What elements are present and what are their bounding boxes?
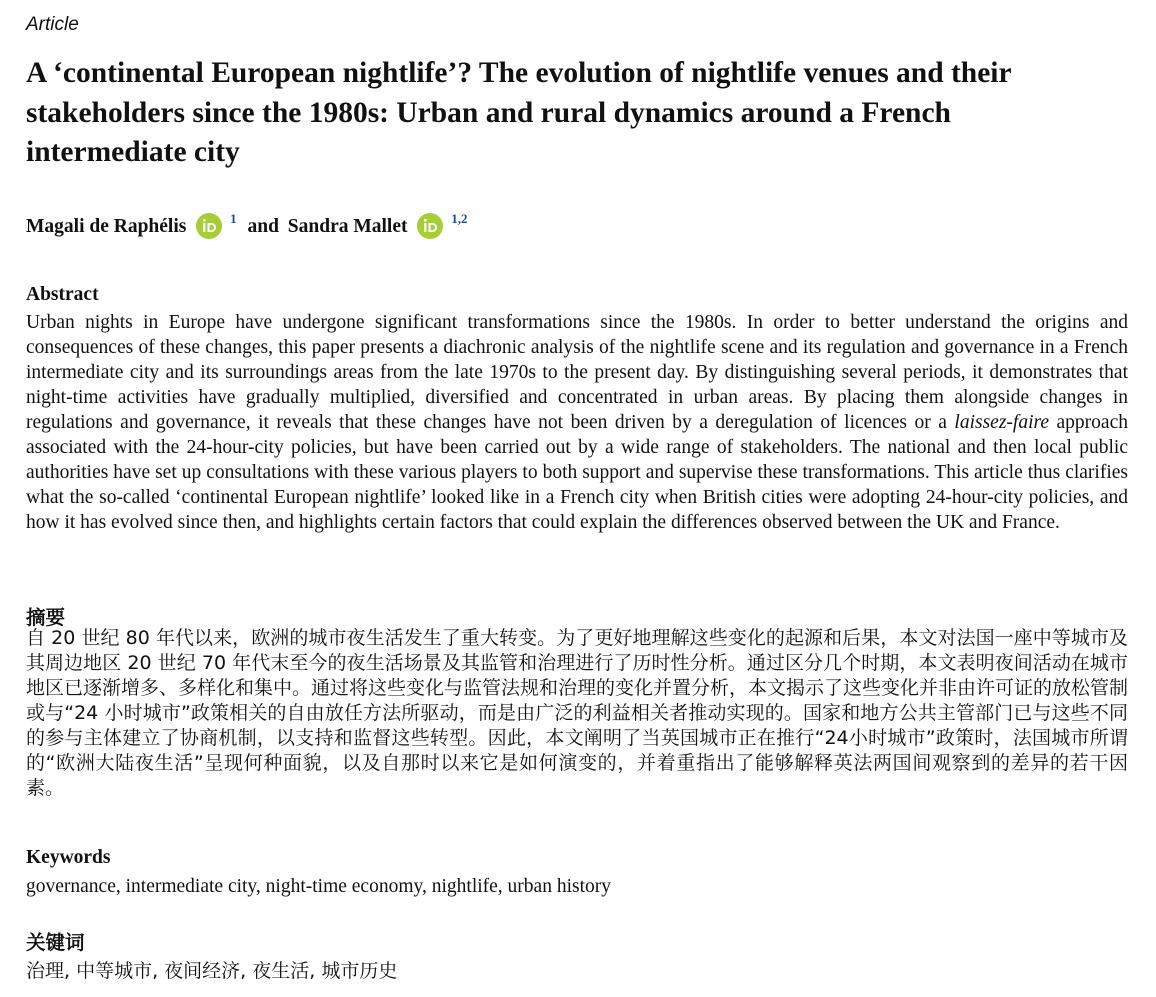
author-name[interactable]: Magali de Raphélis <box>26 216 187 237</box>
keywords-zh-heading: 关键词 <box>26 931 85 954</box>
article-title: A ‘continental European nightlife’? The evolution of nightlife venues and their stakeholders since the 1980s: Urban and rural dynamics around a French intermediate city <box>26 57 1012 168</box>
abstract-heading: Abstract <box>26 284 99 305</box>
author-list <box>26 211 474 239</box>
orcid-icon[interactable] <box>196 213 222 239</box>
keywords-list: governance, intermediate city, night-time economy, nightlife, urban history <box>26 876 611 897</box>
abstract-italic-term: laissez-faire <box>954 412 1050 433</box>
affiliation-link[interactable]: 1 <box>230 211 237 226</box>
abstract-text-part: approach associated with the 24-hour-city policies, but have been carried out by a wide range of stakeholders. The national and then local public authorities have set up consultations with these various players to both support and supervise these transformations. This article thus clarifies what the so-called ‘continental European nightlife’ looked like in a French city when British cities were adopting 24-hour-city policies, and how it has evolved since then, and highlights certain factors that could explain the differences observed between the UK and France. <box>26 412 1128 533</box>
abstract-text-part: Urban nights in Europe have undergone significant transformations since the 1980s. In order to better understand the origins and consequences of these changes, this paper presents a diachronic analysis of the nightlife scene and its regulation and governance in a French intermediate city and its surroundings areas from the late 1970s to the present day. By distinguishing several periods, it demonstrates that night-time activities have gradually multiplied, diversified and concentrated in urban areas. By placing them alongside changes in regulations and governance, it reveals that these changes have not been driven by a deregulation of licences or a <box>26 312 1128 433</box>
author-name[interactable]: Sandra Mallet <box>287 216 408 237</box>
abstract-text <box>26 310 1128 535</box>
author-connector: and <box>247 216 279 237</box>
abstract-zh-heading: 摘要 <box>26 606 66 629</box>
keywords-heading: Keywords <box>26 847 111 868</box>
orcid-icon[interactable] <box>417 213 443 239</box>
keywords-zh-list: 治理, 中等城市, 夜间经济, 夜生活, 城市历史 <box>26 960 398 982</box>
abstract-zh-text: 自 20 世纪 80 年代以来，欧洲的城市夜生活发生了重大转变。为了更好地理解这些变化的起源和后果，本文对法国一座中等城市及其周边地区 20 世纪 70 年代末至今的夜生活场景及其监管和治理进行了历时性分析。通过区分几个时期，本文表明夜间活动在城市地区已逐渐增多、多样化和集中。通过将这些变化与监管法规和治理的变化并置分析，本文揭示了这些变化并非由许可证的放松管制或与“24 小时城市”政策相关的自由放任方法所驱动，而是由广泛的利益相关者推动实现的。国家和地方公共主管部门已与这些不同的参与主体建立了协商机制，以支持和监督这些转型。因此，本文阐明了当英国城市正在推行“24小时城市”政策时，法国城市所谓的“欧洲大陆夜生活”呈现何种面貌，以及自那时以来它是如何演变的，并着重指出了能够解释英法两国间观察到的差异的若干因素。 <box>26 627 1129 799</box>
article-type-label: Article <box>26 14 79 35</box>
affiliation-link[interactable]: 1,2 <box>451 211 468 226</box>
